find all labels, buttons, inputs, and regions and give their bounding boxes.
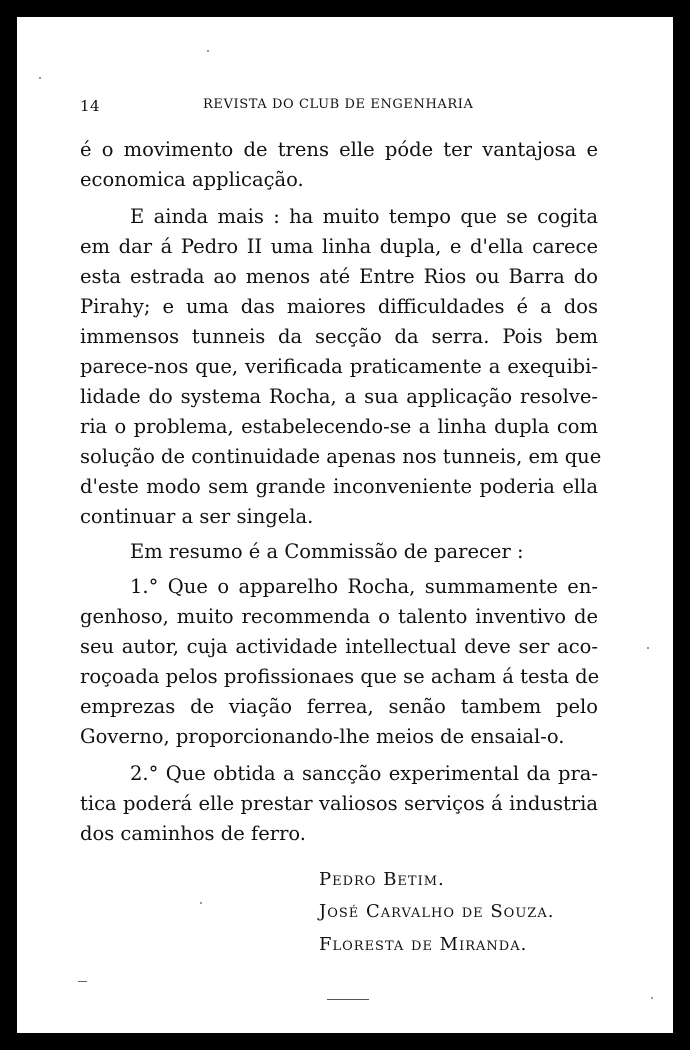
text-line: esta estrada ao menos até Entre Rios ou Barra do	[80, 265, 598, 288]
text-line: continuar a ser singela.	[80, 505, 314, 528]
paper-speck	[647, 647, 649, 649]
running-title: REVISTA DO CLUB DE ENGENHARIA	[203, 97, 474, 112]
signature-line: Floresta de Miranda.	[319, 934, 528, 955]
page-header	[17, 95, 673, 117]
text-line: economica applicação.	[80, 168, 304, 191]
text-line: ria o problema, estabelecendo-se a linha dupla com	[80, 415, 598, 438]
text-line: 2.° Que obtida a sancção experimental da pra-	[130, 762, 598, 785]
text-line: tica poderá elle prestar valiosos serviços á industria	[80, 792, 598, 815]
text-line: roçoada pelos profissionaes que se acham á testa de	[80, 665, 600, 688]
margin-dash	[78, 981, 87, 982]
text-line: solução de continuidade apenas nos tunneis, em que	[80, 445, 602, 468]
text-line: Pirahy; e uma das maiores difficuldades é a dos	[80, 295, 598, 318]
text-line: dos caminhos de ferro.	[80, 822, 306, 845]
signature-line: Pedro Betim.	[319, 869, 445, 890]
paper-speck	[651, 997, 653, 999]
text-line: Em resumo é a Commissão de parecer :	[130, 540, 524, 563]
text-line: é o movimento de trens elle póde ter vantajosa e	[80, 138, 598, 161]
paper-speck	[39, 77, 41, 79]
text-line: lidade do systema Rocha, a sua applicação resolve-	[80, 385, 598, 408]
text-line: E ainda mais : ha muito tempo que se cogita	[130, 205, 598, 228]
text-line: em dar á Pedro II uma linha dupla, e d'ella carece	[80, 235, 598, 258]
end-rule	[327, 999, 369, 1000]
signature-line: José Carvalho de Souza.	[319, 901, 555, 922]
document-page	[17, 17, 673, 1033]
paper-speck	[207, 50, 209, 52]
text-line: immensos tunneis da secção da serra. Pois bem	[80, 325, 598, 348]
text-line: 1.° Que o apparelho Rocha, summamente en-	[130, 575, 598, 598]
text-line: seu autor, cuja actividade intellectual deve ser aco-	[80, 635, 598, 658]
text-line: Governo, proporcionando-lhe meios de ensaial-o.	[80, 725, 565, 748]
text-line: d'este modo sem grande inconveniente poderia ella	[80, 475, 598, 498]
page-number: 14	[80, 97, 101, 115]
paper-speck	[200, 902, 202, 904]
text-line: genhoso, muito recommenda o talento inventivo de	[80, 605, 598, 628]
text-line: emprezas de viação ferrea, senão tambem pelo	[80, 695, 598, 718]
text-line: parece-nos que, verificada praticamente a exequibi-	[80, 355, 598, 378]
